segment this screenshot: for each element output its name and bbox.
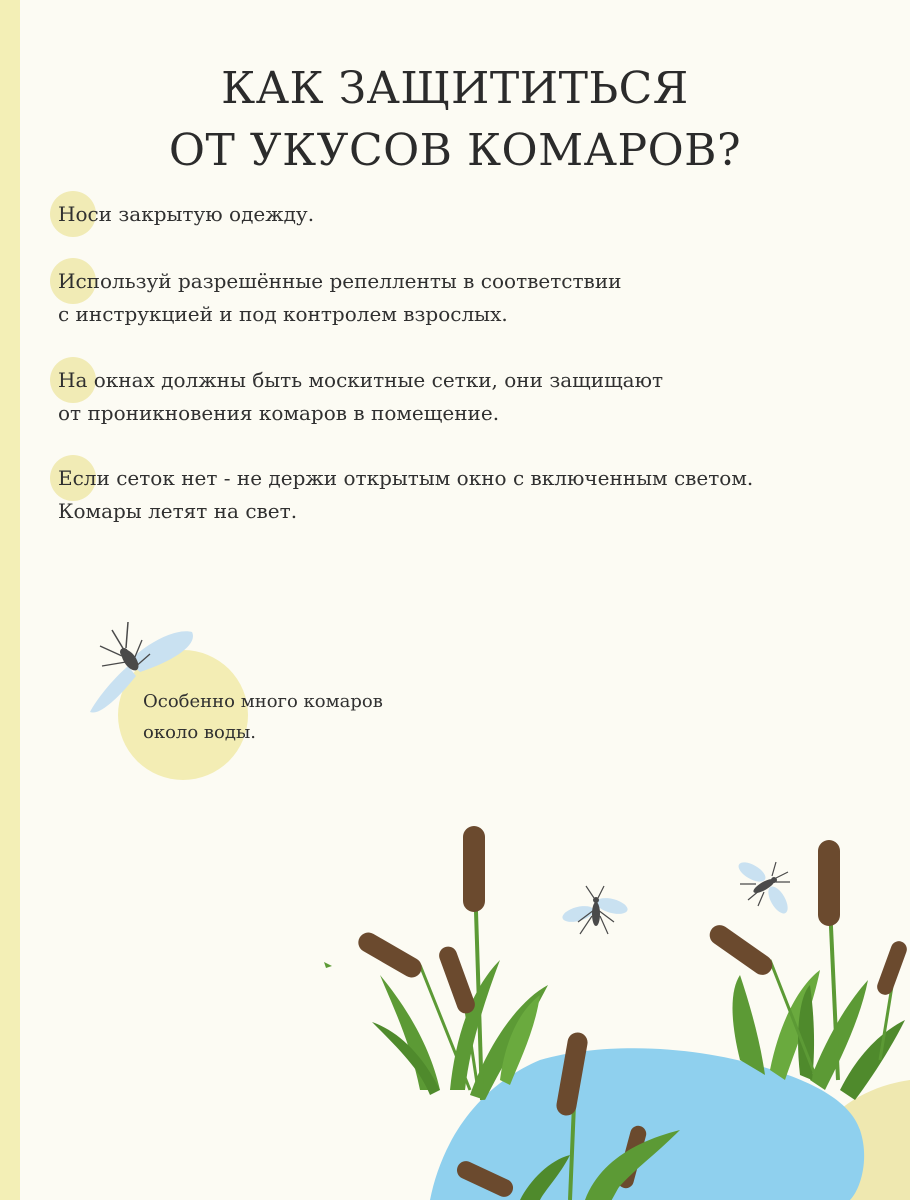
water-note-line-1: Особенно много комаров — [143, 691, 383, 712]
water-note — [143, 686, 543, 748]
mosquito-icon — [561, 886, 630, 934]
water-note-line-2: около воды. — [143, 722, 257, 743]
tip-text-line: Носи закрытую одежду. — [58, 202, 315, 226]
tip-text-line: Комары летят на свет. — [58, 499, 298, 523]
tip-text-line: от проникновения комаров в помещение. — [58, 401, 500, 425]
tip-item-lights-window — [58, 462, 848, 528]
tip-text-line: Используй разрешённые репелленты в соответствии — [58, 269, 622, 293]
page-title-line-1: КАК ЗАЩИТИТЬСЯ — [221, 63, 689, 114]
tip-text-line: На окнах должны быть москитные сетки, они защищают — [58, 368, 664, 392]
tip-item-repellents — [58, 265, 848, 331]
tip-item-window-nets — [58, 364, 848, 430]
mosquito-icon — [736, 858, 792, 916]
page-title-line-2: ОТ УКУСОВ КОМАРОВ? — [168, 125, 742, 176]
tip-text-line: с инструкцией и под контролем взрослых. — [58, 302, 508, 326]
tip-text-line: Если сеток нет - не держи открытым окно с включенным светом. — [58, 466, 754, 490]
tip-item-closed-clothing — [58, 198, 848, 231]
